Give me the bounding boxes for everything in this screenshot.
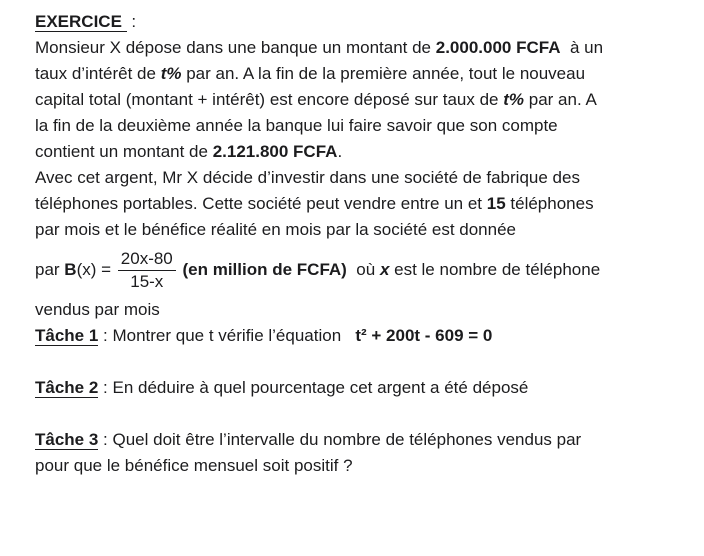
text-segment: par an. A [524, 90, 597, 109]
text-line [35, 165, 686, 191]
text-segment: la fin de la deuxième année la banque lui faire savoir que son compte [35, 116, 558, 135]
text-line [35, 217, 686, 243]
exercise-body [35, 9, 686, 479]
text-segment: 2.121.800 FCFA [212, 142, 338, 161]
text-segment: taux d’intérêt de [35, 64, 161, 83]
text-line [35, 87, 686, 113]
text-segment: t% [160, 64, 182, 83]
text-segment: par [35, 260, 65, 279]
text-segment: pour que le bénéfice mensuel soit positif ? [35, 456, 353, 475]
text-segment: : En déduire à quel pourcentage cet argent a été déposé [98, 378, 529, 397]
text-segment: x [379, 260, 390, 279]
text-line [35, 427, 686, 453]
fraction [118, 248, 176, 293]
text-segment: téléphones portables. Cette société peut vendre entre un et [35, 194, 487, 213]
text-line [35, 375, 686, 401]
text-segment: : Quel doit être l’intervalle du nombre de téléphones vendus par [98, 430, 582, 449]
text-segment: 2.000.000 FCFA [435, 38, 561, 57]
text-segment: B [64, 260, 77, 279]
text-line [35, 191, 686, 217]
text-line [35, 9, 686, 35]
text-segment: à un [560, 38, 604, 57]
text-segment: t² + 200t - 609 = 0 [355, 326, 493, 345]
text-segment: par mois et le bénéfice réalité en mois par la société est donnée [35, 220, 516, 239]
text-segment: téléphones [505, 194, 594, 213]
text-segment: Tâche 3 [35, 430, 99, 449]
text-segment: Tâche 2 [35, 378, 99, 397]
text-segment: . [337, 142, 343, 161]
fraction-numerator: 20x-80 [120, 248, 173, 268]
formula-line [35, 243, 686, 297]
text-segment: où [346, 260, 380, 279]
fraction-denominator: 15-x [130, 271, 164, 291]
text-segment: Tâche 1 [35, 326, 99, 345]
text-segment: contient un montant de [35, 142, 213, 161]
blank-line [35, 401, 686, 427]
text-segment: (en million de FCFA) [182, 260, 347, 279]
text-segment: t% [503, 90, 525, 109]
text-line [35, 323, 686, 349]
text-line [35, 113, 686, 139]
text-line [35, 61, 686, 87]
text-line [35, 297, 686, 323]
text-segment: : Montrer que t vérifie l’équation [98, 326, 356, 345]
text-segment: EXERCICE [35, 12, 127, 31]
text-line [35, 453, 686, 479]
text-segment: : [126, 12, 137, 31]
text-segment: est le nombre de téléphone [389, 260, 601, 279]
text-segment: vendus par mois [35, 300, 160, 319]
text-segment: capital total (montant + intérêt) est encore déposé sur taux de [35, 90, 504, 109]
text-line [35, 35, 686, 61]
text-segment: 15 [486, 194, 506, 213]
text-segment: Monsieur X dépose dans une banque un montant de [35, 38, 436, 57]
text-segment: par an. A la fin de la première année, tout le nouveau [181, 64, 586, 83]
text-line [35, 139, 686, 165]
text-segment: (x) = [76, 260, 116, 279]
text-segment: Avec cet argent, Mr X décide d’investir dans une société de fabrique des [35, 168, 580, 187]
blank-line [35, 349, 686, 375]
